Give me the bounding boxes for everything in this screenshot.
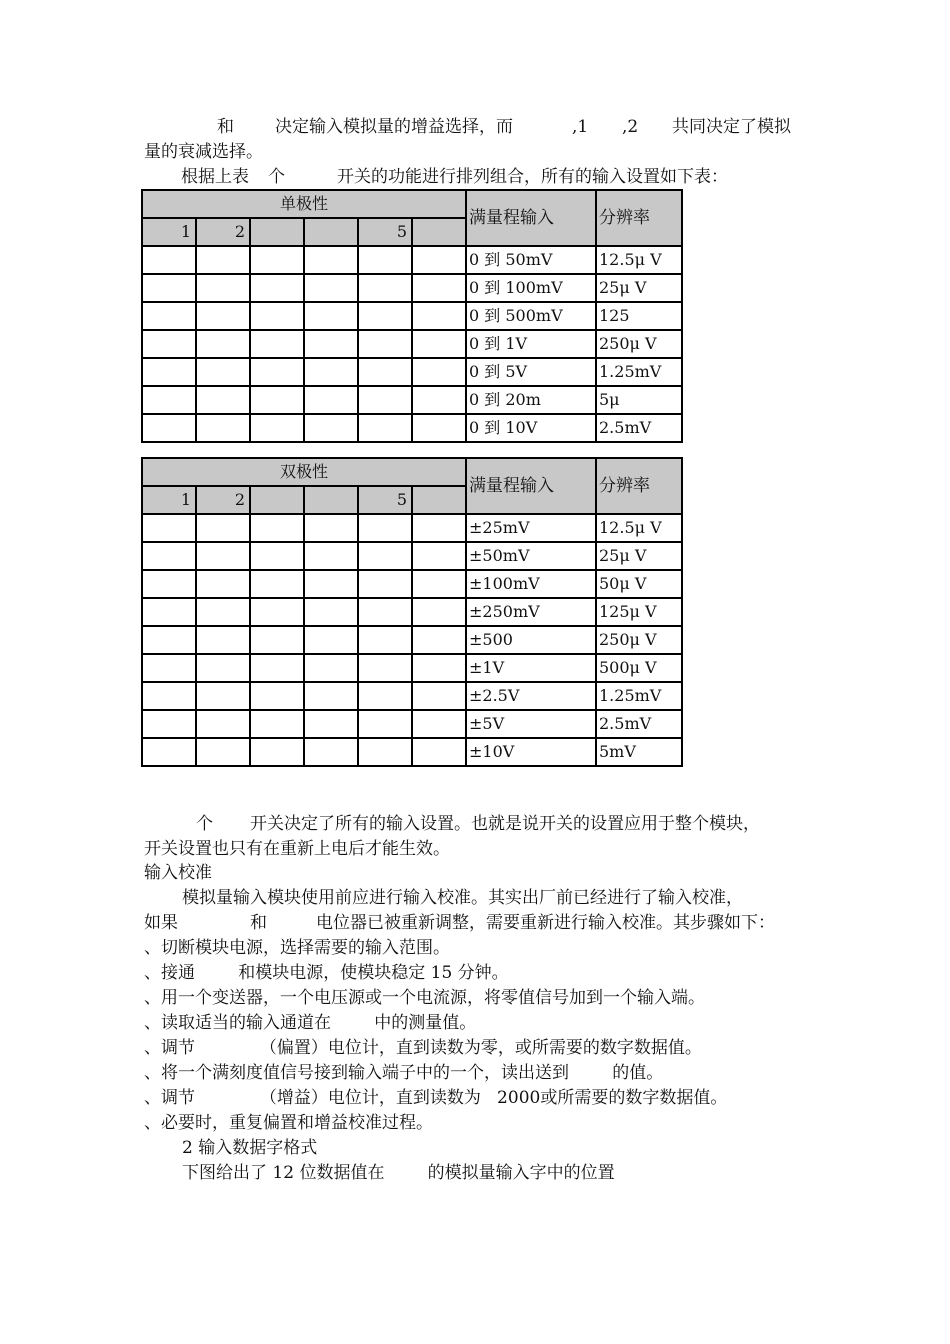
table-row [142,386,682,414]
switch-cell [358,738,412,766]
resolution-cell: 250μ V [596,330,682,358]
switch-cell [304,514,358,542]
after-p1-b: 开关决定了所有的输入设置。也就是说开关的设置应用于整个模块， [250,814,760,834]
range-cell: 0 到 100mV [466,274,596,302]
switch-label: 2 [196,218,250,246]
section-heading-calibration: 输入校准 [144,863,212,883]
unipolar-col-res: 分辨率 [596,190,682,246]
switch-cell [358,626,412,654]
calib-line2-a: 如果 [144,913,178,933]
switch-cell [304,246,358,274]
section-heading-data-format: 2 输入数据字格式 [182,1138,318,1158]
resolution-cell: 25μ V [596,274,682,302]
calib-step: 、用一个变送器，一个电压源或一个电流源，将零值信号加到一个输入端。 [144,988,705,1008]
table-row [142,542,682,570]
bipolar-col-res: 分辨率 [596,458,682,514]
range-cell: ±25mV [466,514,596,542]
resolution-cell: 250μ V [596,626,682,654]
range-cell: 0 到 5V [466,358,596,386]
calib-line2-b: 和 [250,913,267,933]
switch-cell [304,598,358,626]
range-cell: ±250mV [466,598,596,626]
switch-cell [142,330,196,358]
resolution-cell: 2.5mV [596,414,682,442]
switch-cell [358,386,412,414]
switch-cell [412,570,466,598]
switch-cell [412,654,466,682]
switch-label [412,218,466,246]
switch-cell [250,514,304,542]
switch-cell [358,302,412,330]
range-cell: 0 到 500mV [466,302,596,330]
switch-cell [196,654,250,682]
switch-cell [304,358,358,386]
calib-step: 、切断模块电源，选择需要的输入范围。 [144,938,450,958]
switch-cell [304,682,358,710]
intro-text-comma1: ,1 [572,117,589,137]
switch-cell [358,598,412,626]
switch-cell [250,274,304,302]
switch-cell [412,358,466,386]
switch-cell [412,274,466,302]
switch-label [412,486,466,514]
after-p1-line2: 开关设置也只有在重新上电后才能生效。 [144,839,450,859]
unipolar-table [141,189,683,443]
switch-label: 1 [142,218,196,246]
switch-cell [142,274,196,302]
calib-line2-c: 电位器已被重新调整，需要重新进行输入校准。其步骤如下： [316,913,775,933]
table-row [142,570,682,598]
switch-cell [358,570,412,598]
switch-cell [250,330,304,358]
switch-cell [358,414,412,442]
switch-cell [250,358,304,386]
calib-step: 、读取适当的输入通道在 中的测量值。 [144,1013,477,1033]
switch-cell [412,738,466,766]
range-cell: 0 到 50mV [466,246,596,274]
switch-cell [196,302,250,330]
switch-cell [142,542,196,570]
resolution-cell: 500μ V [596,654,682,682]
resolution-cell: 5mV [596,738,682,766]
calib-step: 、调节 （偏置）电位计，直到读数为零，或所需要的数字数据值。 [144,1038,702,1058]
switch-cell [358,330,412,358]
switch-cell [142,302,196,330]
switch-cell [250,598,304,626]
table-row [142,302,682,330]
resolution-cell: 125 [596,302,682,330]
calib-line1: 模拟量输入模块使用前应进行输入校准。其实出厂前已经进行了输入校准， [182,888,743,908]
switch-cell [142,570,196,598]
switch-label [250,486,304,514]
switch-cell [142,626,196,654]
unipolar-col-range: 满量程输入 [466,190,596,246]
intro-line3-a: 根据上表 [181,167,249,187]
table-row [142,682,682,710]
switch-cell [304,626,358,654]
table-row [142,274,682,302]
calib-step: 、接通 和模块电源，使模块稳定 15 分钟。 [144,963,509,983]
switch-cell [304,302,358,330]
switch-cell [250,710,304,738]
intro-line3-c: 开关的功能进行排列组合，所有的输入设置如下表： [337,167,728,187]
switch-cell [412,626,466,654]
switch-cell [196,542,250,570]
switch-label [304,218,358,246]
switch-cell [304,738,358,766]
switch-cell [250,738,304,766]
switch-cell [196,682,250,710]
switch-cell [358,274,412,302]
switch-cell [412,542,466,570]
switch-label: 2 [196,486,250,514]
switch-cell [196,598,250,626]
switch-cell [142,598,196,626]
calib-step: 、将一个满刻度值信号接到输入端子中的一个，读出送到 的值。 [144,1063,664,1083]
switch-cell [196,626,250,654]
switch-cell [142,738,196,766]
intro-line3-b: 个 [268,167,285,187]
switch-cell [412,246,466,274]
switch-cell [196,514,250,542]
calib-step: 、调节 （增益）电位计，直到读数为 2000或所需要的数字数据值。 [144,1088,728,1108]
switch-cell [358,514,412,542]
switch-cell [412,386,466,414]
table-row [142,626,682,654]
bipolar-table [141,457,683,767]
table-row [142,738,682,766]
switch-label [250,218,304,246]
resolution-cell: 125μ V [596,598,682,626]
range-cell: 0 到 1V [466,330,596,358]
switch-cell [304,386,358,414]
intro-text-and: 和 [217,117,234,137]
table-row [142,246,682,274]
switch-cell [142,246,196,274]
resolution-cell: 50μ V [596,570,682,598]
range-cell: ±50mV [466,542,596,570]
table-row [142,358,682,386]
resolution-cell: 1.25mV [596,682,682,710]
switch-cell [196,414,250,442]
switch-cell [142,414,196,442]
switch-cell [412,514,466,542]
range-cell: ±500 [466,626,596,654]
switch-cell [142,358,196,386]
range-cell: ±5V [466,710,596,738]
bipolar-col-range: 满量程输入 [466,458,596,514]
switch-label: 5 [358,218,412,246]
switch-label: 5 [358,486,412,514]
data-format-line: 下图给出了 12 位数据值在 的模拟量输入字中的位置 [182,1163,615,1183]
resolution-cell: 5μ [596,386,682,414]
range-cell: ±2.5V [466,682,596,710]
resolution-cell: 2.5mV [596,710,682,738]
switch-cell [250,626,304,654]
switch-cell [142,682,196,710]
resolution-cell: 25μ V [596,542,682,570]
switch-cell [412,302,466,330]
switch-cell [358,710,412,738]
switch-cell [196,330,250,358]
switch-cell [304,654,358,682]
switch-cell [250,414,304,442]
switch-cell [304,542,358,570]
switch-cell [250,302,304,330]
intro-text-gain: 决定输入模拟量的增益选择，而 [275,117,513,137]
switch-cell [358,358,412,386]
switch-cell [358,682,412,710]
switch-cell [304,330,358,358]
unipolar-title: 单极性 [142,190,466,218]
switch-cell [196,274,250,302]
switch-cell [142,514,196,542]
switch-cell [250,654,304,682]
bipolar-title: 双极性 [142,458,466,486]
range-cell: ±10V [466,738,596,766]
switch-cell [412,598,466,626]
intro-text-attenuation: 共同决定了模拟 [672,117,791,137]
switch-cell [412,330,466,358]
table-row [142,330,682,358]
switch-cell [358,246,412,274]
switch-cell [304,274,358,302]
switch-cell [412,414,466,442]
switch-cell [196,358,250,386]
switch-cell [196,246,250,274]
switch-cell [250,542,304,570]
intro-text-comma2: ,2 [622,117,639,137]
range-cell: 0 到 10V [466,414,596,442]
switch-cell [304,710,358,738]
switch-cell [358,654,412,682]
switch-cell [304,414,358,442]
switch-cell [412,710,466,738]
switch-cell [304,570,358,598]
switch-label [304,486,358,514]
after-p1-a: 个 [196,814,213,834]
table-row [142,710,682,738]
resolution-cell: 1.25mV [596,358,682,386]
resolution-cell: 12.5μ V [596,514,682,542]
range-cell: ±100mV [466,570,596,598]
table-row [142,514,682,542]
switch-cell [196,386,250,414]
intro-line2: 量的衰减选择。 [144,142,263,162]
switch-cell [250,386,304,414]
range-cell: ±1V [466,654,596,682]
switch-cell [358,542,412,570]
table-row [142,598,682,626]
table-row [142,654,682,682]
table-row [142,414,682,442]
switch-cell [412,682,466,710]
switch-cell [196,570,250,598]
switch-cell [142,654,196,682]
switch-label: 1 [142,486,196,514]
switch-cell [142,386,196,414]
switch-cell [250,570,304,598]
calib-step: 、必要时，重复偏置和增益校准过程。 [144,1113,433,1133]
switch-cell [196,738,250,766]
switch-cell [250,246,304,274]
switch-cell [196,710,250,738]
switch-cell [142,710,196,738]
range-cell: 0 到 20m [466,386,596,414]
resolution-cell: 12.5μ V [596,246,682,274]
switch-cell [250,682,304,710]
